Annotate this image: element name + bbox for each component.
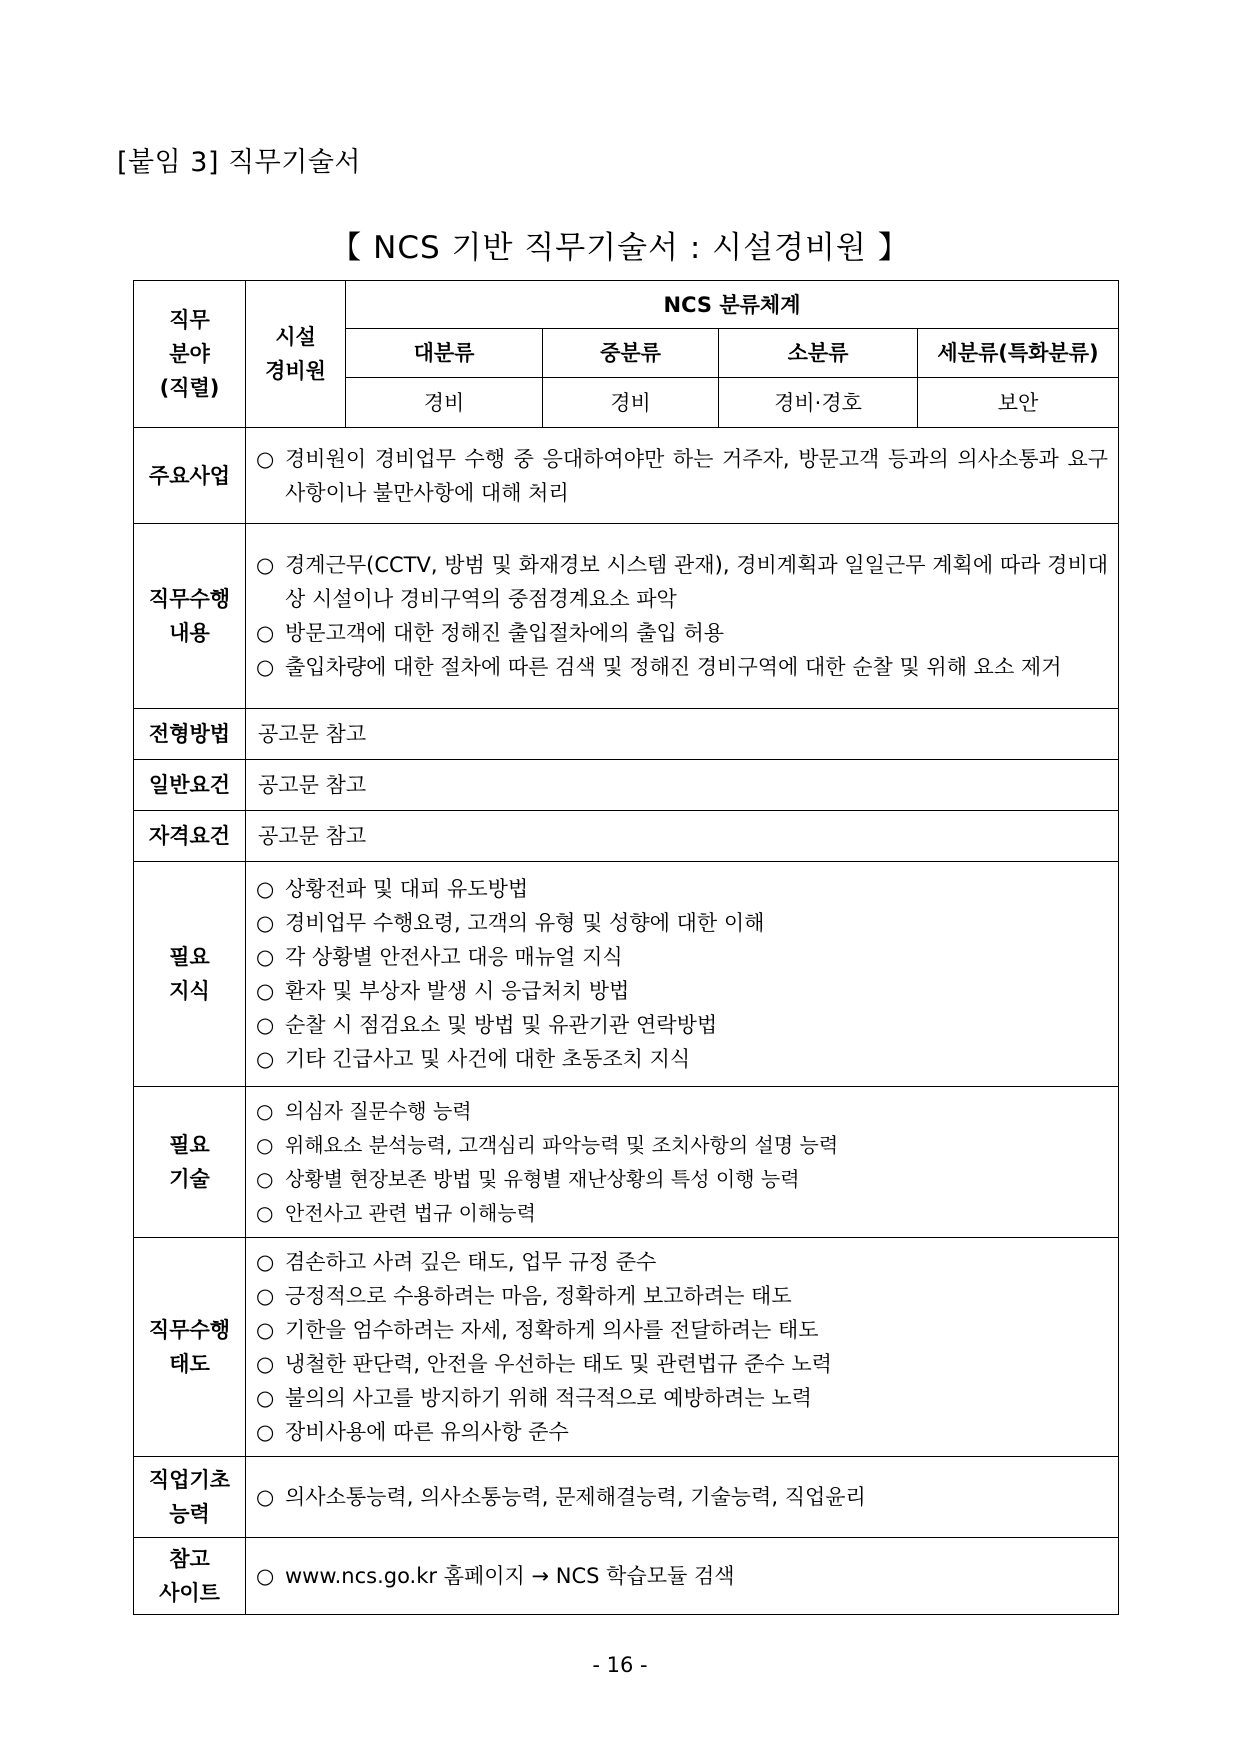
- value-detail: 보안: [918, 378, 1119, 428]
- attachment-label: [붙임 3] 직무기술서: [117, 147, 361, 178]
- skills-content: [246, 1087, 1119, 1238]
- attitude-content: [246, 1238, 1119, 1457]
- ncs-classification-header: NCS 분류체계: [346, 281, 1119, 329]
- list-item: ○ 순찰 시 점검요소 및 방법 및 유관기관 연락방법: [256, 1008, 1108, 1042]
- circle-bullet-icon: ○: [256, 553, 275, 577]
- list-item: ○ 경계근무(CCTV, 방범 및 화재경보 시스템 관재), 경비계획과 일일근무 계획에 따라 경비대상 시설이나 경비구역의 중점경계요소 파악: [256, 548, 1108, 616]
- list-item: ○ 냉철한 판단력, 안전을 우선하는 태도 및 관련법규 준수 노력: [256, 1347, 1108, 1381]
- circle-bullet-icon: ○: [256, 877, 275, 901]
- circle-bullet-icon: ○: [256, 655, 275, 679]
- circle-bullet-icon: ○: [256, 1318, 275, 1342]
- row-label-selection: 전형방법: [134, 709, 246, 760]
- list-item: ○ 장비사용에 따른 유의사항 준수: [256, 1415, 1108, 1449]
- list-item: ○ 겸손하고 사려 깊은 태도, 업무 규정 준수: [256, 1245, 1108, 1279]
- circle-bullet-icon: ○: [256, 1047, 275, 1071]
- column-header-major: 대분류: [346, 329, 543, 378]
- selection-content: 공고문 참고: [246, 709, 1119, 760]
- list-item: ○ 출입차량에 대한 절차에 따른 검색 및 정해진 경비구역에 대한 순찰 및 위해 요소 제거: [256, 650, 1108, 684]
- job-content-content: [246, 524, 1119, 709]
- job-field-label: 직무 분야 (직렬): [134, 281, 246, 428]
- page-number: - 16 -: [592, 1653, 648, 1677]
- circle-bullet-icon: ○: [256, 1386, 275, 1410]
- basic-competency-content: [246, 1457, 1119, 1538]
- circle-bullet-icon: ○: [256, 1013, 275, 1037]
- circle-bullet-icon: ○: [256, 979, 275, 1003]
- list-item: ○ 상황별 현장보존 방법 및 유형별 재난상황의 특성 이행 능력: [256, 1162, 1108, 1196]
- list-item: ○ 기타 긴급사고 및 사건에 대한 초동조치 지식: [256, 1042, 1108, 1076]
- circle-bullet-icon: ○: [256, 1250, 275, 1274]
- circle-bullet-icon: ○: [256, 446, 275, 471]
- row-label-main-business: 주요사업: [134, 428, 246, 524]
- list-item: ○ 위해요소 분석능력, 고객심리 파악능력 및 조치사항의 설명 능력: [256, 1128, 1108, 1162]
- row-label-attitude: 직무수행 태도: [134, 1238, 246, 1457]
- circle-bullet-icon: ○: [256, 945, 275, 969]
- row-label-job-content: 직무수행 내용: [134, 524, 246, 709]
- row-label-basic-competency: 직업기초 능력: [134, 1457, 246, 1538]
- column-header-middle: 중분류: [543, 329, 719, 378]
- circle-bullet-icon: ○: [256, 911, 275, 935]
- list-item: ○ 환자 및 부상자 발생 시 응급처치 방법: [256, 974, 1108, 1008]
- main-business-content: [246, 428, 1119, 524]
- value-major: 경비: [346, 378, 543, 428]
- circle-bullet-icon: ○: [256, 1167, 274, 1191]
- list-item: ○ 기한을 엄수하려는 자세, 정확하게 의사를 전달하려는 태도: [256, 1313, 1108, 1347]
- row-label-qualification: 자격요건: [134, 811, 246, 862]
- circle-bullet-icon: ○: [256, 1420, 275, 1444]
- circle-bullet-icon: ○: [256, 621, 275, 645]
- qualification-content: 공고문 참고: [246, 811, 1119, 862]
- column-header-minor: 소분류: [719, 329, 918, 378]
- value-minor: 경비·경호: [719, 378, 918, 428]
- value-middle: 경비: [543, 378, 719, 428]
- row-label-skills: 필요 기술: [134, 1087, 246, 1238]
- list-item: ○ 긍정적으로 수용하려는 마음, 정확하게 보고하려는 태도: [256, 1279, 1108, 1313]
- row-label-reference-site: 참고 사이트: [134, 1538, 246, 1615]
- knowledge-content: [246, 862, 1119, 1087]
- circle-bullet-icon: ○: [256, 1133, 274, 1157]
- general-requirements-content: 공고문 참고: [246, 760, 1119, 811]
- list-item: ○ 의심자 질문수행 능력: [256, 1094, 1108, 1128]
- list-item: ○ 경비업무 수행요령, 고객의 유형 및 성향에 대한 이해: [256, 906, 1108, 940]
- row-label-knowledge: 필요 지식: [134, 862, 246, 1087]
- job-description-table: [133, 280, 1119, 1615]
- list-item: ○ 상황전파 및 대피 유도방법: [256, 872, 1108, 906]
- list-item: ○ 불의의 사고를 방지하기 위해 적극적으로 예방하려는 노력: [256, 1381, 1108, 1415]
- circle-bullet-icon: ○: [256, 1099, 274, 1123]
- list-item: ○ 의사소통능력, 의사소통능력, 문제해결능력, 기술능력, 직업윤리: [256, 1480, 1108, 1514]
- list-item: ○ www.ncs.go.kr 홈페이지 → NCS 학습모듈 검색: [256, 1559, 1108, 1593]
- list-item: ○ 방문고객에 대한 정해진 출입절차에의 출입 허용: [256, 616, 1108, 650]
- circle-bullet-icon: ○: [256, 1201, 274, 1225]
- job-name: 시설 경비원: [246, 281, 346, 428]
- reference-site-content: [246, 1538, 1119, 1615]
- list-item: ○ 각 상황별 안전사고 대응 매뉴얼 지식: [256, 940, 1108, 974]
- document-title: 【 NCS 기반 직무기술서 : 시설경비원 】: [330, 230, 910, 266]
- list-item: ○ 경비원이 경비업무 수행 중 응대하여야만 하는 거주자, 방문고객 등과의 의사소통과 요구사항이나 불만사항에 대해 처리: [256, 442, 1108, 510]
- circle-bullet-icon: ○: [256, 1352, 275, 1376]
- column-header-detail: 세분류(특화분류): [918, 329, 1119, 378]
- circle-bullet-icon: ○: [256, 1564, 275, 1588]
- list-item: ○ 안전사고 관련 법규 이해능력: [256, 1196, 1108, 1230]
- circle-bullet-icon: ○: [256, 1485, 275, 1509]
- row-label-general-requirements: 일반요건: [134, 760, 246, 811]
- circle-bullet-icon: ○: [256, 1284, 275, 1308]
